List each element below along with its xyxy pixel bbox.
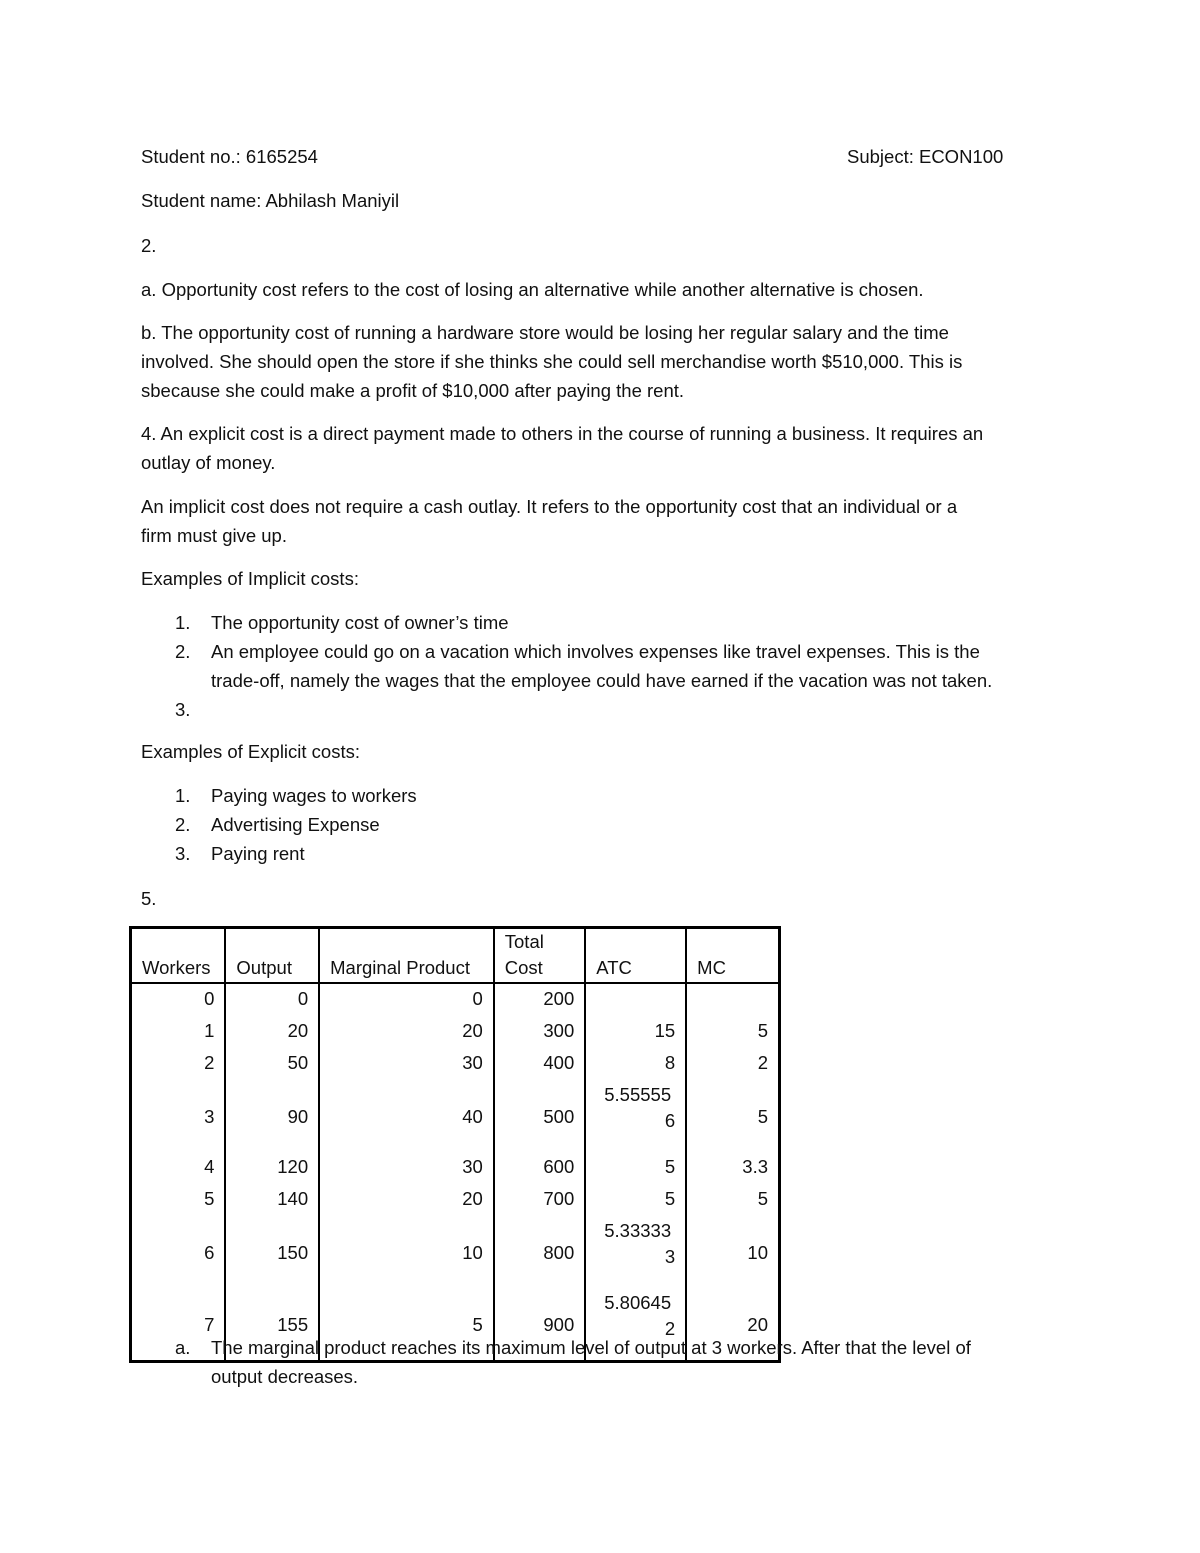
list-number: 2. [175,814,191,835]
table-row [131,1048,780,1080]
header-workers: Workers [131,928,226,984]
list-item [141,695,1081,724]
list-item [141,1333,1081,1391]
table-row [131,1184,780,1216]
cell-mc: 20 [686,1288,779,1362]
paragraph-line: firm must give up. [141,525,287,546]
cell-marginal-product: 20 [319,1184,494,1216]
cell-total-cost: 600 [494,1152,585,1184]
question-4-implicit-definition [141,492,1071,550]
cell-atc [585,983,686,1016]
table-row [131,1216,780,1288]
cell-total-cost: 400 [494,1048,585,1080]
cell-atc [585,1216,686,1288]
cell-total-cost: 700 [494,1184,585,1216]
cell-atc-part2: 2 [664,1318,676,1339]
list-item [141,781,1081,810]
list-item-text: Advertising Expense [211,814,380,835]
list-number: 1. [175,785,191,806]
question-2-number: 2. [141,235,157,256]
cell-total-cost: 200 [494,983,585,1016]
cell-atc-part1: 5.55555 [604,1084,672,1105]
question-2b-answer [141,318,1071,405]
paragraph-line: involved. She should open the store if she thinks she could sell merchandise worth $510,000. This is [141,351,963,372]
cell-total-cost: 500 [494,1080,585,1152]
explicit-examples-list [141,781,1081,868]
cell-workers: 4 [131,1152,226,1184]
cell-output: 155 [225,1288,319,1362]
cell-output: 140 [225,1184,319,1216]
cell-total-cost: 800 [494,1216,585,1288]
cell-mc: 5 [686,1080,779,1152]
cell-mc: 3.3 [686,1152,779,1184]
list-item-text: trade-off, namely the wages that the employee could have earned if the vacation was not taken. [211,670,993,691]
list-item-text: The opportunity cost of owner’s time [211,612,509,633]
cell-atc: 15 [585,1016,686,1048]
cost-table [129,926,781,1363]
cell-mc [686,983,779,1016]
cell-marginal-product: 30 [319,1048,494,1080]
paragraph-line: outlay of money. [141,452,276,473]
implicit-examples-heading: Examples of Implicit costs: [141,568,359,589]
cell-output: 0 [225,983,319,1016]
list-item-text: output decreases. [211,1366,359,1387]
cell-output: 90 [225,1080,319,1152]
cell-marginal-product: 30 [319,1152,494,1184]
list-item-text: The marginal product reaches its maximum level of output at 3 workers. After that the level of [211,1337,971,1358]
cell-workers: 1 [131,1016,226,1048]
question-4-explicit-definition [141,419,1071,477]
list-number: 1. [175,612,191,633]
list-item [141,839,1081,868]
cell-mc: 2 [686,1048,779,1080]
list-item-text [211,695,1081,724]
cell-workers: 5 [131,1184,226,1216]
header-total-cost [494,928,585,984]
question-5-answers [141,1333,1081,1391]
cell-atc: 5 [585,1152,686,1184]
cell-atc: 8 [585,1048,686,1080]
student-number: Student no.: 6165254 [141,146,318,167]
cell-output: 120 [225,1152,319,1184]
paragraph-line: An implicit cost does not require a cash outlay. It refers to the opportunity cost that an individual or a [141,496,958,517]
cell-marginal-product: 0 [319,983,494,1016]
cell-total-cost: 300 [494,1016,585,1048]
question-5-number: 5. [141,888,157,909]
student-name: Student name: Abhilash Maniyil [141,190,400,211]
cell-output: 20 [225,1016,319,1048]
table-header-row [131,928,780,984]
cell-atc-part2: 3 [664,1246,676,1267]
implicit-examples-list [141,608,1081,724]
cell-atc-part2: 6 [664,1110,676,1131]
paragraph-line: sbecause she could make a profit of $10,000 after paying the rent. [141,380,685,401]
header-total-cost-line1: Total [504,931,544,952]
list-item [141,608,1081,637]
cell-workers: 3 [131,1080,226,1152]
table-row [131,983,780,1016]
list-item [141,810,1081,839]
cell-marginal-product: 40 [319,1080,494,1152]
cell-atc [585,1080,686,1152]
cell-workers: 6 [131,1216,226,1288]
cell-mc: 5 [686,1016,779,1048]
list-item-text: Paying wages to workers [211,785,417,806]
list-number: 3. [175,843,191,864]
cell-atc: 5 [585,1184,686,1216]
subject: Subject: ECON100 [847,146,1004,167]
header-mc: MC [686,928,779,984]
table-row [131,1152,780,1184]
header-output: Output [225,928,319,984]
header-total-cost-line2: Cost [504,957,543,978]
list-item-text: Paying rent [211,843,305,864]
cell-mc: 5 [686,1184,779,1216]
cell-workers: 2 [131,1048,226,1080]
list-item [141,637,1081,695]
list-number: 3. [175,699,191,720]
question-2a-answer: a. Opportunity cost refers to the cost of losing an alternative while another alternative is chosen. [141,279,924,300]
table-row [131,1080,780,1152]
cell-atc-part1: 5.80645 [604,1292,672,1313]
cell-mc: 10 [686,1216,779,1288]
list-number: 2. [175,641,191,662]
cell-marginal-product: 5 [319,1288,494,1362]
cell-workers: 7 [131,1288,226,1362]
list-number: a. [175,1337,191,1358]
cell-total-cost: 900 [494,1288,585,1362]
cell-marginal-product: 10 [319,1216,494,1288]
header-marginal-product: Marginal Product [319,928,494,984]
list-item-text: An employee could go on a vacation which involves expenses like travel expenses. This is the [211,641,980,662]
cell-workers: 0 [131,983,226,1016]
cell-marginal-product: 20 [319,1016,494,1048]
paragraph-line: 4. An explicit cost is a direct payment made to others in the course of running a business. It requires an [141,423,984,444]
cell-atc-part1: 5.33333 [604,1220,672,1241]
header-atc: ATC [585,928,686,984]
cell-output: 150 [225,1216,319,1288]
cell-output: 50 [225,1048,319,1080]
explicit-examples-heading: Examples of Explicit costs: [141,741,360,762]
table-row [131,1016,780,1048]
paragraph-line: b. The opportunity cost of running a hardware store would be losing her regular salary and the time [141,322,949,343]
